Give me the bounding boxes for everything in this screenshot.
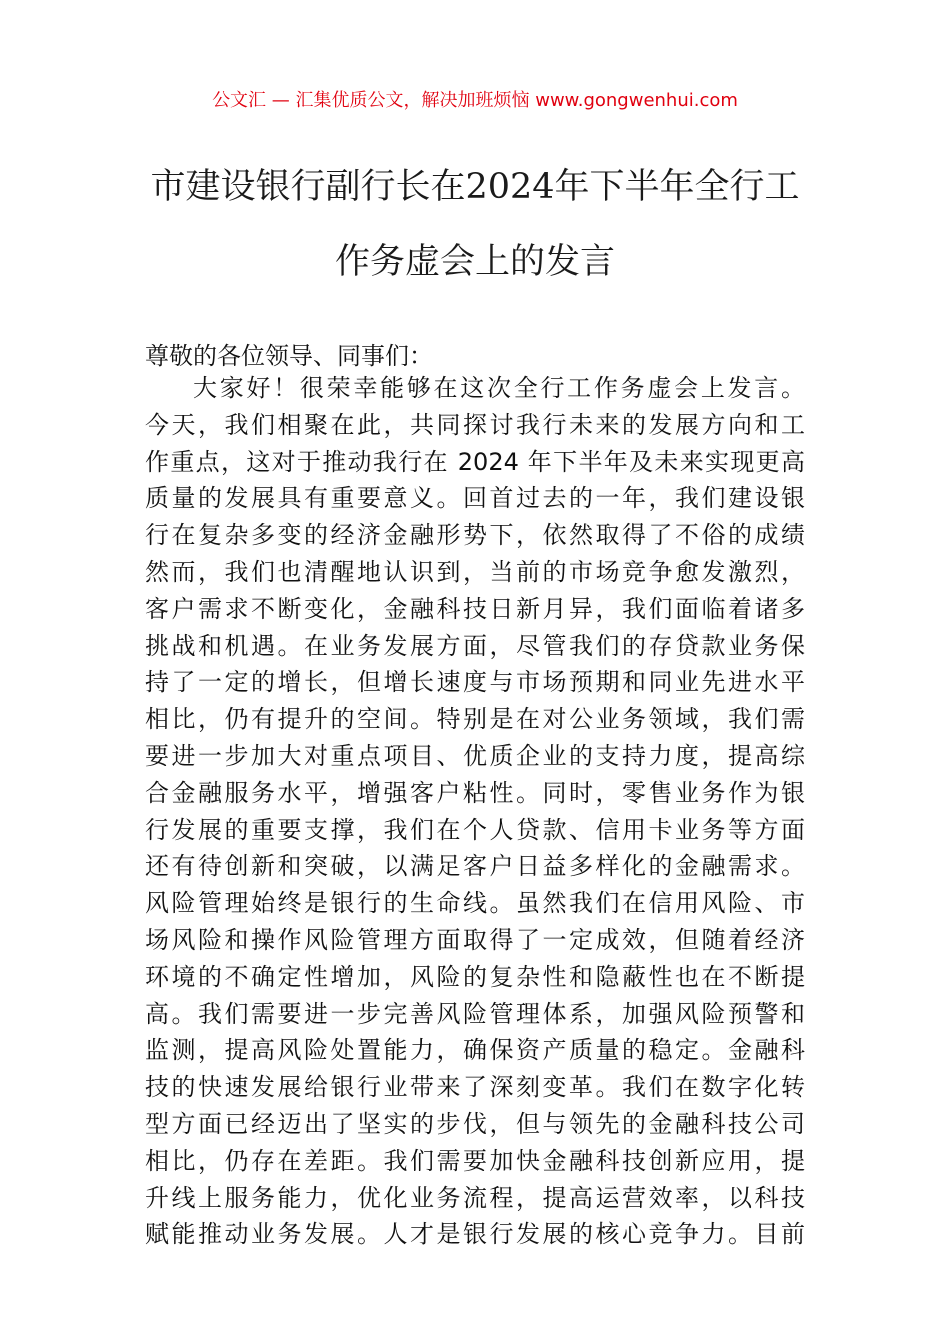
- salutation: 尊敬的各位领导、同事们：: [145, 342, 433, 370]
- body-line: 行在复杂多变的经济金融形势下，依然取得了不俗的成绩: [145, 521, 805, 550]
- page-title: [145, 150, 805, 300]
- body-line: 还有待创新和突破，以满足客户日益多样化的金融需求。: [145, 852, 805, 881]
- body-line: 大家好！很荣幸能够在这次全行工作务虚会上发言。: [193, 374, 805, 402]
- body-line: 高。我们需要进一步完善风险管理体系，加强风险预警和: [145, 999, 805, 1028]
- body-line: 客户需求不断变化，金融科技日新月异，我们面临着诸多: [145, 594, 805, 623]
- body-line: 行发展的重要支撑，我们在个人贷款、信用卡业务等方面: [145, 815, 805, 844]
- body-line: 持了一定的增长，但增长速度与市场预期和同业先进水平: [145, 668, 805, 697]
- body-line: 型方面已经迈出了坚实的步伐，但与领先的金融科技公司: [145, 1109, 805, 1138]
- body-line: 质量的发展具有重要意义。回首过去的一年，我们建设银: [145, 484, 805, 513]
- body-line: 技的快速发展给银行业带来了深刻变革。我们在数字化转: [145, 1073, 805, 1102]
- body-line: 升线上服务能力，优化业务流程，提高运营效率，以科技: [145, 1183, 805, 1212]
- body-line: 然而，我们也清醒地认识到，当前的市场竞争愈发激烈，: [145, 557, 805, 586]
- body-line: 赋能推动业务发展。人才是银行发展的核心竞争力。目前: [145, 1220, 805, 1249]
- body-line: 场风险和操作风险管理方面取得了一定成效，但随着经济: [145, 925, 805, 954]
- title-line-2: 作务虚会上的发言: [334, 242, 615, 282]
- body-line: 作重点，这对于推动我行在 2024 年下半年及未来实现更高: [145, 447, 805, 476]
- body-line: 环境的不确定性增加，风险的复杂性和隐蔽性也在不断提: [145, 962, 805, 991]
- body-line: 监测，提高风险处置能力，确保资产质量的稳定。金融科: [145, 1036, 805, 1065]
- body-line: 风险管理始终是银行的生命线。虽然我们在信用风险、市: [145, 889, 805, 918]
- body-line: 今天，我们相聚在此，共同探讨我行未来的发展方向和工: [145, 410, 805, 439]
- body-line: 相比，仍有提升的空间。特别是在对公业务领域，我们需: [145, 705, 805, 734]
- body-text: [145, 370, 805, 1253]
- title-line-1: 市建设银行副行长在2024年下半年全行工: [150, 167, 800, 207]
- header-banner[interactable]: 公文汇 — 汇集优质公文，解决加班烦恼 www.gongwenhui.com: [212, 90, 738, 111]
- body-line: 相比，仍存在差距。我们需要加快金融科技创新应用，提: [145, 1146, 805, 1175]
- body-line: 挑战和机遇。在业务发展方面，尽管我们的存贷款业务保: [145, 631, 805, 660]
- body-line: 要进一步加大对重点项目、优质企业的支持力度，提高综: [145, 741, 805, 770]
- body-line: 合金融服务水平，增强客户粘性。同时，零售业务作为银: [145, 778, 805, 807]
